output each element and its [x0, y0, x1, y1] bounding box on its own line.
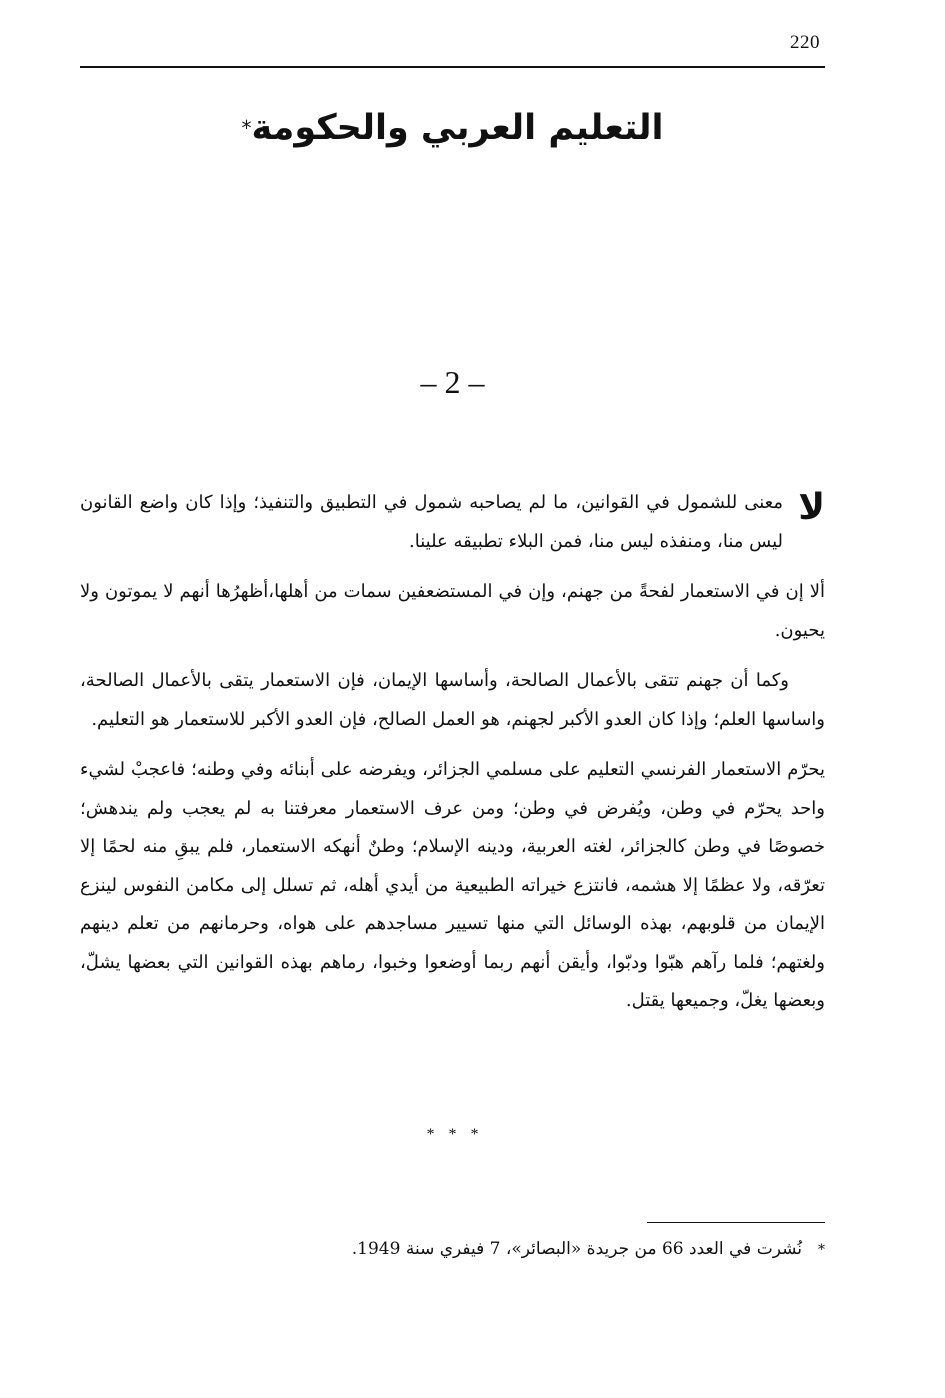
footnote-text: نُشرت في العدد 66 من جريدة «البصائر»، 7 فيفري سنة 1949. [351, 1239, 802, 1259]
body-text [80, 484, 825, 1033]
page-title [80, 100, 825, 156]
footnote-marker: * [818, 1242, 825, 1258]
paragraph-2: ألا إن في الاستعمار لفحةً من جهنم، وإن في المستضعفين سمات من أهلها،أظهرُها أنهم لا يموتون ولا يحيون. [80, 581, 825, 641]
drop-cap: لا [798, 487, 825, 528]
first-paragraph-block [80, 484, 825, 561]
page-number: 220 [790, 32, 820, 53]
section-separator: * * * [426, 1126, 479, 1143]
title-footnote-marker: * [241, 116, 252, 140]
section-number: – 2 – [420, 364, 485, 400]
paragraph-1: معنى للشمول في القوانين، ما لم يصاحبه شمول في التطبيق والتنفيذ؛ وإذا كان واضع القانون ليس منا، ومنفذه ليس منا، فمن البلاء تطبيقه علينا. [80, 492, 783, 552]
header-rule [80, 66, 825, 68]
paragraph-4: يحرّم الاستعمار الفرنسي التعليم على مسلمي الجزائر، ويفرضه على أبنائه وفي وطنه؛ فاعجبْ لشيء واحد يحرّم في وطن، ويُفرض في وطن؛ ومن عرف الاستعمار معرفتنا به لم يعجب ولم يندهش؛ خصوصًا في وطن كالجزائر، لغته العربية، ودينه الإسلام؛ وطنٌ أنهكه الاستعمار، فلم يبقِ منه لحمًا إلا تعرّقه، ولا عظمًا إلا هشمه، فانتزع خيراته الطبيعية من أيدي أهله، ثم تسلل إلى مكامن النفوس لينزع الإيمان من قلوبهم، بهذه الوسائل التي منها تسيير مساجدهم على هواه، وحرمانهم من تعلم دينهم ولغتهم؛ فلما رآهم هبّوا ودبّوا، وأيقن أنهم ربما أوضعوا وخبوا، رماهم بهذه القوانين التي بعضها يشلّ، وبعضها يغلّ، وجميعها يقتل. [80, 759, 825, 1011]
footnote [80, 1234, 825, 1265]
paragraph-3: وكما أن جهنم تتقى بالأعمال الصالحة، وأساسها الإيمان، فإن الاستعمار يتقى بالأعمال الصالحة، واساسها العلم؛ وإذا كان العدو الأكبر لجهنم، هو العمل الصالح، فإن العدو الأكبر للاستعمار هو التعليم. [80, 670, 825, 730]
title-text: التعليم العربي والحكومة [251, 108, 664, 148]
footnote-rule [647, 1222, 825, 1223]
